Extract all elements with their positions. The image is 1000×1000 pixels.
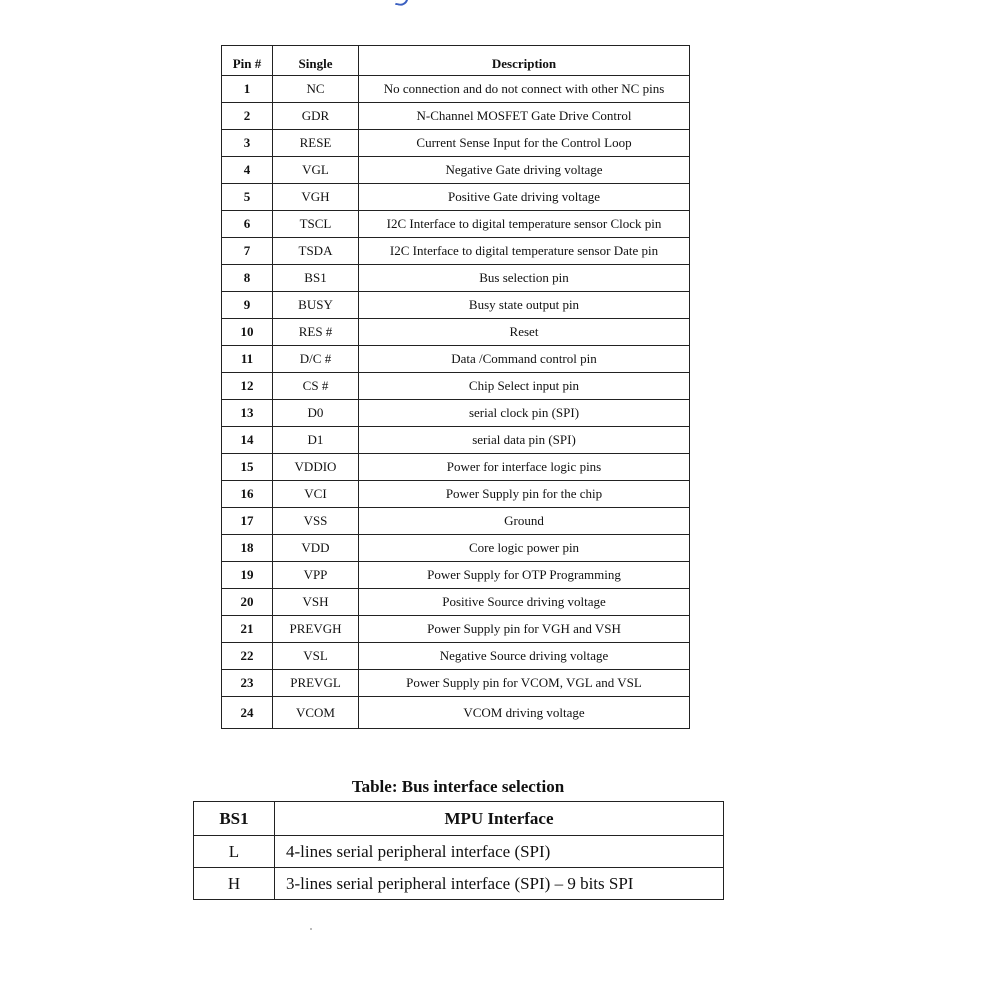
mpu-interface-description: 4-lines serial peripheral interface (SPI)	[275, 836, 724, 868]
table-row	[222, 697, 690, 729]
pin-number: 2	[222, 103, 273, 130]
pin-number: 9	[222, 292, 273, 319]
pin-number: 3	[222, 130, 273, 157]
pin-table-header-row	[222, 46, 690, 76]
table-row	[222, 157, 690, 184]
pin-signal: BS1	[273, 265, 359, 292]
pin-signal: VPP	[273, 562, 359, 589]
pin-number: 12	[222, 373, 273, 400]
pin-description: Power Supply for OTP Programming	[359, 562, 690, 589]
pin-signal: D1	[273, 427, 359, 454]
table-row	[222, 589, 690, 616]
header-description: Description	[359, 46, 690, 76]
pin-description: Positive Source driving voltage	[359, 589, 690, 616]
table-row	[222, 481, 690, 508]
table-row	[222, 373, 690, 400]
table-row	[222, 184, 690, 211]
table-row	[194, 868, 724, 900]
bus-table-body	[194, 836, 724, 900]
pin-signal: VCI	[273, 481, 359, 508]
bus-table-title: Table: Bus interface selection	[351, 777, 565, 796]
pin-description: Core logic power pin	[359, 535, 690, 562]
pin-number: 10	[222, 319, 273, 346]
pin-description: No connection and do not connect with other NC pins	[359, 76, 690, 103]
table-row	[222, 211, 690, 238]
pin-number: 5	[222, 184, 273, 211]
pin-signal: PREVGL	[273, 670, 359, 697]
table-row	[222, 76, 690, 103]
pin-description: N-Channel MOSFET Gate Drive Control	[359, 103, 690, 130]
table-row	[222, 265, 690, 292]
pin-description: Ground	[359, 508, 690, 535]
pin-table	[221, 45, 690, 729]
table-row	[222, 454, 690, 481]
table-row	[222, 319, 690, 346]
pin-description: Current Sense Input for the Control Loop	[359, 130, 690, 157]
pin-number: 11	[222, 346, 273, 373]
pin-description: VCOM driving voltage	[359, 697, 690, 729]
pin-number: 19	[222, 562, 273, 589]
pin-number: 20	[222, 589, 273, 616]
pin-description: Power for interface logic pins	[359, 454, 690, 481]
pin-number: 23	[222, 670, 273, 697]
pin-number: 17	[222, 508, 273, 535]
decorative-mark	[395, 0, 409, 7]
pin-description: Bus selection pin	[359, 265, 690, 292]
pin-signal: GDR	[273, 103, 359, 130]
decorative-dot	[310, 928, 312, 930]
table-row	[222, 400, 690, 427]
pin-signal: VDD	[273, 535, 359, 562]
table-row	[222, 616, 690, 643]
bus-table-header-row	[194, 802, 724, 836]
table-row	[194, 836, 724, 868]
pin-signal: TSCL	[273, 211, 359, 238]
pin-number: 24	[222, 697, 273, 729]
pin-signal: TSDA	[273, 238, 359, 265]
table-row	[222, 535, 690, 562]
table-row	[222, 238, 690, 265]
pin-description: Reset	[359, 319, 690, 346]
pin-signal: VGL	[273, 157, 359, 184]
pin-table-body	[222, 76, 690, 729]
pin-signal: VSL	[273, 643, 359, 670]
pin-signal: VSS	[273, 508, 359, 535]
mpu-interface-description: 3-lines serial peripheral interface (SPI) – 9 bits SPI	[275, 868, 724, 900]
pin-signal: D/C #	[273, 346, 359, 373]
table-row	[222, 670, 690, 697]
pin-description: Negative Gate driving voltage	[359, 157, 690, 184]
pin-signal: PREVGH	[273, 616, 359, 643]
bs1-level: L	[194, 836, 275, 868]
pin-signal: VDDIO	[273, 454, 359, 481]
table-row	[222, 643, 690, 670]
pin-signal: VGH	[273, 184, 359, 211]
table-row	[222, 292, 690, 319]
header-mpu-interface: MPU Interface	[275, 802, 724, 836]
pin-number: 1	[222, 76, 273, 103]
pin-signal: CS #	[273, 373, 359, 400]
pin-description: Positive Gate driving voltage	[359, 184, 690, 211]
pin-description: serial clock pin (SPI)	[359, 400, 690, 427]
pin-number: 7	[222, 238, 273, 265]
bus-interface-table	[193, 801, 724, 900]
pin-signal: RESE	[273, 130, 359, 157]
pin-number: 15	[222, 454, 273, 481]
header-signal: Single	[273, 46, 359, 76]
header-bs1: BS1	[194, 802, 275, 836]
pin-number: 6	[222, 211, 273, 238]
pin-number: 13	[222, 400, 273, 427]
pin-number: 21	[222, 616, 273, 643]
pin-description: I2C Interface to digital temperature sensor Date pin	[359, 238, 690, 265]
table-row	[222, 427, 690, 454]
bs1-level: H	[194, 868, 275, 900]
pin-signal: RES #	[273, 319, 359, 346]
table-row	[222, 130, 690, 157]
pin-signal: D0	[273, 400, 359, 427]
pin-description: Power Supply pin for the chip	[359, 481, 690, 508]
pin-number: 18	[222, 535, 273, 562]
pin-description: Power Supply pin for VCOM, VGL and VSL	[359, 670, 690, 697]
table-row	[222, 346, 690, 373]
pin-description: serial data pin (SPI)	[359, 427, 690, 454]
table-row	[222, 103, 690, 130]
pin-description: I2C Interface to digital temperature sensor Clock pin	[359, 211, 690, 238]
table-row	[222, 508, 690, 535]
pin-signal: NC	[273, 76, 359, 103]
pin-number: 14	[222, 427, 273, 454]
pin-signal: VSH	[273, 589, 359, 616]
pin-signal: VCOM	[273, 697, 359, 729]
pin-number: 22	[222, 643, 273, 670]
table-row	[222, 562, 690, 589]
pin-number: 16	[222, 481, 273, 508]
pin-number: 8	[222, 265, 273, 292]
pin-signal: BUSY	[273, 292, 359, 319]
pin-description: Data /Command control pin	[359, 346, 690, 373]
pin-number: 4	[222, 157, 273, 184]
pin-description: Chip Select input pin	[359, 373, 690, 400]
pin-description: Negative Source driving voltage	[359, 643, 690, 670]
header-pin: Pin #	[222, 46, 273, 76]
pin-description: Busy state output pin	[359, 292, 690, 319]
pin-description: Power Supply pin for VGH and VSH	[359, 616, 690, 643]
